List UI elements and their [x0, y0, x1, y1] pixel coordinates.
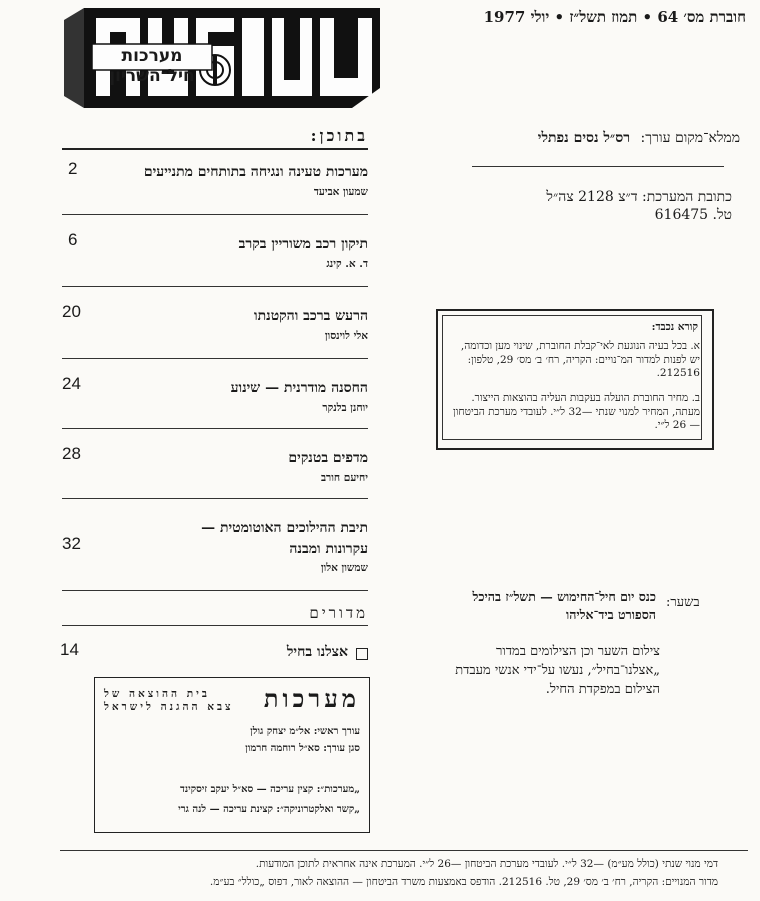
divider — [62, 428, 368, 429]
deputy-editor: סגן עורך: סא״ל רוחמה חרמון — [245, 743, 360, 754]
divider — [62, 590, 368, 591]
notice-paragraph-b: ב. מחיר החוברת הועלה בעקבות העליה בהוצאות הייצור. מעתה, המחיר למנוי שנתי —32 ל״י. לעובדי מערכת הביטחון — 26 ל״י. — [453, 392, 700, 431]
notice-paragraph-a: א. בכל בעיה הנוגעת לאי־קבלת החוברת, שינוי מען וכדומה, יש לפנות למדור המ־נויים: הקריה, רח׳ ב׳ מס׳ 29, טלפון: 212516. — [460, 340, 700, 379]
divider — [472, 166, 724, 167]
editorial-address — [502, 188, 732, 224]
chief-editor: עורך ראשי: אל״מ יצחק גולן — [250, 726, 360, 737]
address-line: כתובת המערכת: ד״צ 2128 צה״ל — [546, 189, 732, 205]
toc-item-title: תיקון רכב משוריין בקרב — [238, 236, 368, 252]
toc-item-page: 32 — [62, 534, 81, 553]
masthead-logo-text: מערכות חיל־השריון — [109, 46, 195, 86]
department-page: 14 — [60, 640, 79, 659]
departments-heading: מדורים — [309, 604, 368, 622]
divider — [62, 214, 368, 215]
department-title: אצלנו בחיל — [286, 644, 348, 660]
publisher-subtitle: צבא ההגנה לישראל — [104, 701, 234, 713]
divider — [62, 148, 368, 150]
toc-item-page: 28 — [62, 444, 81, 463]
issue-line: חוברת מס׳ 64 • תמוז תשל״ז • יולי 1977 — [483, 8, 746, 26]
phone-line: טל. 616475 — [654, 207, 732, 223]
cover-title: כנס יום חיל־החימוש — תשל״ז בהיכל הספורט ביד־אליהו — [472, 589, 656, 622]
toc-item-title: מערכות טעינה ונגיחה בתותחים מתנייעים — [143, 164, 368, 180]
toc-item-author: שמעון אביעד — [313, 186, 368, 198]
cover-description: צילום השער וכן הצילומים במדור „אצלנו־בחיל״, נעשו על־ידי אנשי מעבדת הצילום במפקדת החיל. — [455, 644, 660, 697]
footer-print: מדור המנויים: הקריה, רח׳ ב׳ מס׳ 29, טל. 212516. הודפס באמצעות משרד הביטחון — ההוצאה לאור, דפוס „כולל״ בע״מ. — [209, 876, 718, 888]
maarachot-editor: „מערכות״: קצין עריכה — סא״ל יעקב זיסקינד — [180, 784, 360, 795]
notice-title: קורא נכבד: — [651, 321, 698, 333]
cover-label: בשער: — [666, 595, 700, 610]
toc-item-title: החסנה מודרנית — שינוע — [230, 380, 368, 396]
toc-item-author: שמשון אלון — [320, 562, 368, 574]
divider — [62, 498, 368, 499]
toc-item-page: 24 — [62, 374, 81, 393]
divider — [62, 286, 368, 287]
kesher-editor: „קשר ואלקטרוניקה״: קצינת עריכה — לנה גרי — [178, 804, 360, 815]
toc-item-page: 20 — [62, 302, 81, 321]
toc-item-author: אלי לוינסון — [324, 330, 368, 342]
publisher-name: מערכות — [263, 684, 360, 713]
toc-item-title: הרעש ברכב והקטנתו — [254, 308, 368, 324]
toc-item-author: יוחנן בלנקר — [322, 402, 368, 414]
footer-subscription: דמי מנוי שנתי (כולל מע״מ) —32 ל״י. לעובדי מערכת הביטחון —26 ל״י. המערכת אינה אחראית לתוכן המודעות. — [255, 858, 718, 870]
toc-item-author: יחיעם חורב — [321, 472, 368, 484]
divider — [62, 358, 368, 359]
divider — [62, 625, 368, 626]
editor-label: ממלא־מקום עורך: — [640, 130, 740, 146]
bullet-square-icon — [356, 648, 368, 660]
toc-item-title: מדפים בטנקים — [288, 450, 368, 466]
masthead-logo — [62, 6, 384, 110]
toc-item-page: 6 — [68, 230, 78, 249]
toc-item-title: תיבת ההילוכים האוטומטית — — [201, 520, 368, 536]
toc-heading: בתוכן: — [310, 126, 368, 145]
toc-item-title-continued: עקרונות ומבנה — [289, 541, 368, 557]
footer-divider — [60, 850, 748, 851]
toc-item-page: 2 — [68, 159, 78, 178]
editor-credit — [440, 130, 740, 147]
editor-name: רס״ל נסים נפתלי — [537, 130, 631, 146]
toc-item-author: ד. א. קינג — [326, 258, 368, 270]
publisher-subtitle: בית ההוצאה של — [104, 688, 210, 700]
